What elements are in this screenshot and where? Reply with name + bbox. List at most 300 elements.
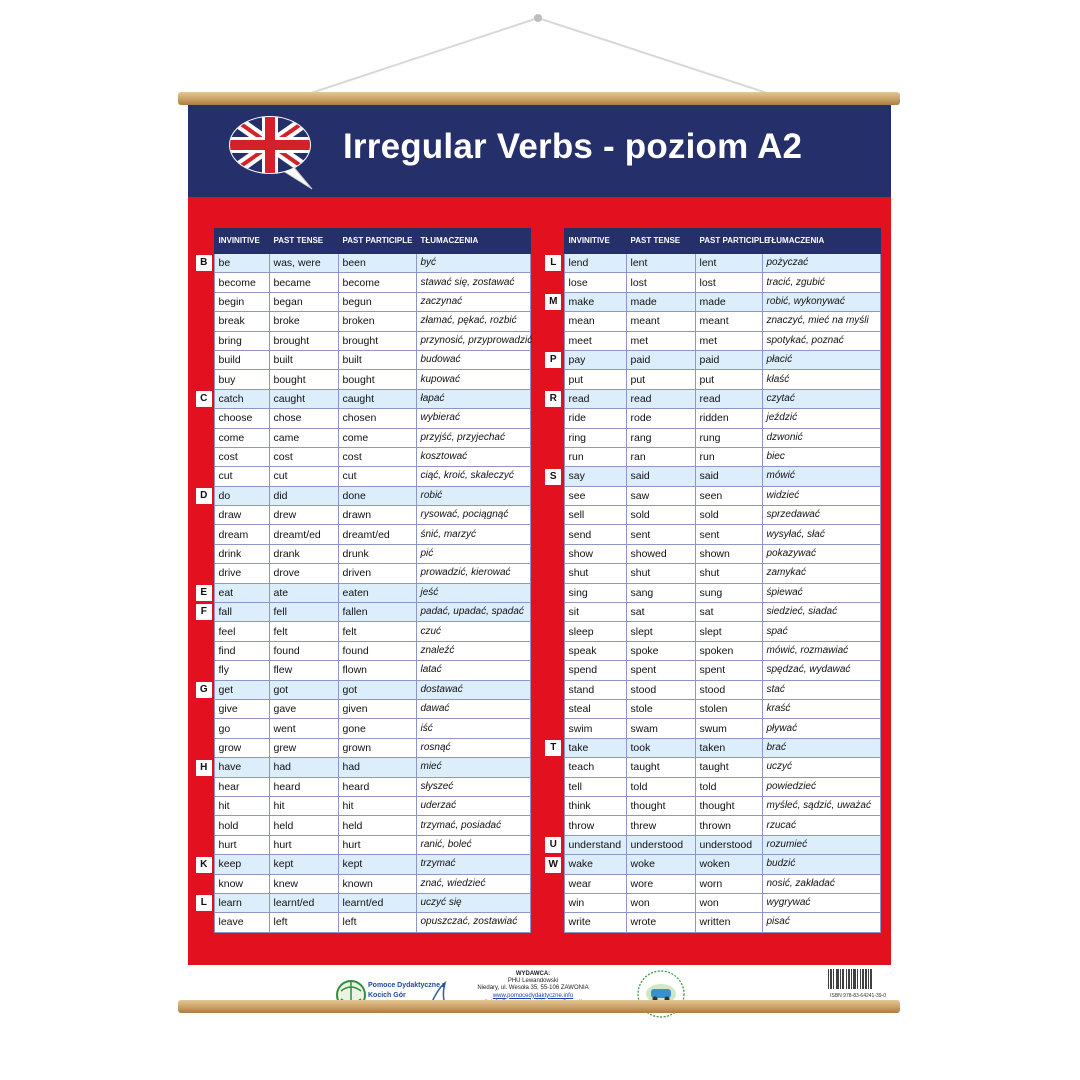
infinitive-cell: make xyxy=(564,292,626,311)
letter-cell xyxy=(194,583,214,602)
table-row xyxy=(194,893,530,912)
translation-cell: sprzedawać xyxy=(762,506,880,525)
publisher-label: WYDAWCA: xyxy=(515,971,551,977)
translation-cell: pisać xyxy=(762,913,880,932)
infinitive-cell: give xyxy=(214,699,269,718)
infinitive-cell: become xyxy=(214,273,269,292)
infinitive-cell: speak xyxy=(564,641,626,660)
past-tense-cell: met xyxy=(626,331,695,350)
past-participle-cell: slept xyxy=(695,622,762,641)
table-row xyxy=(543,544,880,563)
table-row xyxy=(543,893,880,912)
past-participle-cell: felt xyxy=(338,622,416,641)
barcode-icon xyxy=(828,969,872,989)
table-row xyxy=(543,273,880,292)
infinitive-cell: spend xyxy=(564,661,626,680)
table-row xyxy=(543,312,880,331)
translation-cell: pić xyxy=(416,544,530,563)
letter-column-header xyxy=(194,229,214,254)
infinitive-cell: build xyxy=(214,350,269,369)
letter-cell xyxy=(543,816,564,835)
infinitive-cell: eat xyxy=(214,583,269,602)
past-participle-cell: paid xyxy=(695,350,762,369)
letter-cell xyxy=(194,389,214,408)
infinitive-cell: begin xyxy=(214,292,269,311)
past-participle-cell: had xyxy=(338,758,416,777)
table-row xyxy=(543,796,880,815)
past-tense-cell: gave xyxy=(269,699,338,718)
translation-cell: mieć xyxy=(416,758,530,777)
table-row xyxy=(543,254,880,273)
infinitive-cell: take xyxy=(564,738,626,757)
table-row xyxy=(543,583,880,602)
translation-cell: spędzać, wydawać xyxy=(762,661,880,680)
letter-badge: L xyxy=(196,895,212,911)
letter-cell xyxy=(543,428,564,447)
past-tense-cell: cut xyxy=(269,467,338,486)
infinitive-cell: swim xyxy=(564,719,626,738)
translation-cell: myśleć, sądzić, uważać xyxy=(762,796,880,815)
table-row xyxy=(194,835,530,854)
past-tense-cell: sold xyxy=(626,506,695,525)
past-tense-cell: stole xyxy=(626,699,695,718)
table-row xyxy=(543,777,880,796)
infinitive-cell: say xyxy=(564,467,626,486)
past-participle-cell: meant xyxy=(695,312,762,331)
past-participle-cell: lent xyxy=(695,254,762,273)
letter-cell xyxy=(194,603,214,622)
publisher-logo-text: Pomoce Dydaktyczne z Kocich Gór xyxy=(368,982,446,999)
past-participle-cell: cut xyxy=(338,467,416,486)
past-tense-cell: put xyxy=(626,370,695,389)
header-infinitive: INVINITIVE xyxy=(214,229,269,254)
verbs-table-left xyxy=(194,228,531,933)
letter-cell xyxy=(194,331,214,350)
table-row xyxy=(194,525,530,544)
past-participle-cell: eaten xyxy=(338,583,416,602)
translation-cell: brać xyxy=(762,738,880,757)
table-row xyxy=(543,292,880,311)
past-participle-cell: swum xyxy=(695,719,762,738)
translation-cell: biec xyxy=(762,447,880,466)
past-tense-cell: taught xyxy=(626,758,695,777)
past-participle-cell: brought xyxy=(338,331,416,350)
translation-cell: pływać xyxy=(762,719,880,738)
header-translation: TŁUMACZENIA xyxy=(416,229,530,254)
past-participle-cell: drawn xyxy=(338,506,416,525)
infinitive-cell: sit xyxy=(564,603,626,622)
letter-cell xyxy=(543,738,564,757)
past-participle-cell: stolen xyxy=(695,699,762,718)
translation-cell: czuć xyxy=(416,622,530,641)
table-row xyxy=(543,699,880,718)
table-row xyxy=(543,661,880,680)
past-participle-cell: heard xyxy=(338,777,416,796)
past-participle-cell: got xyxy=(338,680,416,699)
infinitive-cell: have xyxy=(214,758,269,777)
table-row xyxy=(194,428,530,447)
past-tense-cell: ran xyxy=(626,447,695,466)
past-participle-cell: left xyxy=(338,913,416,932)
infinitive-cell: do xyxy=(214,486,269,505)
translation-cell: spotykać, poznać xyxy=(762,331,880,350)
past-participle-cell: kept xyxy=(338,855,416,874)
letter-cell xyxy=(543,273,564,292)
table-row xyxy=(194,758,530,777)
table-row xyxy=(194,661,530,680)
past-participle-cell: bought xyxy=(338,370,416,389)
letter-badge: K xyxy=(196,857,212,873)
table-row xyxy=(543,428,880,447)
translation-cell: rzucać xyxy=(762,816,880,835)
past-participle-cell: taken xyxy=(695,738,762,757)
table-row xyxy=(543,835,880,854)
past-participle-cell: stood xyxy=(695,680,762,699)
past-tense-cell: went xyxy=(269,719,338,738)
infinitive-cell: lend xyxy=(564,254,626,273)
past-participle-cell: sold xyxy=(695,506,762,525)
letter-cell xyxy=(543,312,564,331)
past-tense-cell: said xyxy=(626,467,695,486)
letter-cell xyxy=(194,641,214,660)
infinitive-cell: buy xyxy=(214,370,269,389)
letter-cell xyxy=(194,855,214,874)
translation-cell: budować xyxy=(416,350,530,369)
infinitive-cell: mean xyxy=(564,312,626,331)
infinitive-cell: see xyxy=(564,486,626,505)
translation-cell: stawać się, zostawać xyxy=(416,273,530,292)
table-row xyxy=(543,389,880,408)
past-tense-cell: cost xyxy=(269,447,338,466)
table-row xyxy=(543,525,880,544)
translation-cell: przynosić, przyprowadzić xyxy=(416,331,530,350)
past-tense-cell: saw xyxy=(626,486,695,505)
past-tense-cell: did xyxy=(269,486,338,505)
past-tense-cell: sat xyxy=(626,603,695,622)
translation-cell: kraść xyxy=(762,699,880,718)
table-row xyxy=(543,331,880,350)
infinitive-cell: write xyxy=(564,913,626,932)
infinitive-cell: sleep xyxy=(564,622,626,641)
past-tense-cell: hit xyxy=(269,796,338,815)
letter-cell xyxy=(194,564,214,583)
letter-cell xyxy=(194,680,214,699)
table-row xyxy=(543,409,880,428)
letter-cell xyxy=(543,855,564,874)
letter-cell xyxy=(543,467,564,486)
past-tense-cell: rode xyxy=(626,409,695,428)
translation-cell: czytać xyxy=(762,389,880,408)
letter-cell xyxy=(194,506,214,525)
translation-cell: kosztować xyxy=(416,447,530,466)
translation-cell: widzieć xyxy=(762,486,880,505)
translation-cell: latać xyxy=(416,661,530,680)
past-participle-cell: spent xyxy=(695,661,762,680)
table-row xyxy=(543,467,880,486)
letter-cell xyxy=(194,467,214,486)
past-participle-cell: taught xyxy=(695,758,762,777)
translation-cell: stać xyxy=(762,680,880,699)
translation-cell: złamać, pękać, rozbić xyxy=(416,312,530,331)
past-tense-cell: heard xyxy=(269,777,338,796)
letter-badge: R xyxy=(545,391,561,407)
infinitive-cell: drink xyxy=(214,544,269,563)
infinitive-cell: fall xyxy=(214,603,269,622)
letter-cell xyxy=(543,661,564,680)
past-tense-cell: held xyxy=(269,816,338,835)
translation-cell: rysować, pociągnąć xyxy=(416,506,530,525)
past-participle-cell: thrown xyxy=(695,816,762,835)
table-row xyxy=(194,350,530,369)
infinitive-cell: fly xyxy=(214,661,269,680)
infinitive-cell: break xyxy=(214,312,269,331)
table-row xyxy=(543,913,880,932)
table-row xyxy=(543,622,880,641)
translation-cell: przyjść, przyjechać xyxy=(416,428,530,447)
table-row xyxy=(194,312,530,331)
translation-cell: robić xyxy=(416,486,530,505)
past-tense-cell: kept xyxy=(269,855,338,874)
letter-cell xyxy=(543,680,564,699)
infinitive-cell: wear xyxy=(564,874,626,893)
poster xyxy=(188,105,891,1025)
letter-cell xyxy=(543,544,564,563)
past-tense-cell: became xyxy=(269,273,338,292)
past-participle-cell: read xyxy=(695,389,762,408)
translation-cell: tracić, zgubić xyxy=(762,273,880,292)
translation-cell: trzymać, posiadać xyxy=(416,816,530,835)
infinitive-cell: put xyxy=(564,370,626,389)
past-tense-cell: swam xyxy=(626,719,695,738)
past-tense-cell: brought xyxy=(269,331,338,350)
translation-cell: mówić xyxy=(762,467,880,486)
letter-cell xyxy=(194,292,214,311)
table-row xyxy=(543,719,880,738)
table-row xyxy=(543,758,880,777)
table-row xyxy=(194,486,530,505)
infinitive-cell: hit xyxy=(214,796,269,815)
table-row xyxy=(543,350,880,369)
past-tense-cell: learnt/ed xyxy=(269,893,338,912)
past-tense-cell: hurt xyxy=(269,835,338,854)
letter-cell xyxy=(543,506,564,525)
translation-cell: uczyć się xyxy=(416,893,530,912)
table-row xyxy=(194,855,530,874)
translation-cell: siedzieć, siadać xyxy=(762,603,880,622)
table-row xyxy=(194,292,530,311)
letter-cell xyxy=(543,331,564,350)
past-tense-cell: ate xyxy=(269,583,338,602)
past-participle-cell: given xyxy=(338,699,416,718)
past-participle-cell: understood xyxy=(695,835,762,854)
top-rod xyxy=(178,92,900,105)
table-row xyxy=(194,583,530,602)
poster-footer xyxy=(188,965,891,1025)
table-row xyxy=(194,796,530,815)
past-tense-cell: meant xyxy=(626,312,695,331)
infinitive-cell: teach xyxy=(564,758,626,777)
table-row xyxy=(194,641,530,660)
past-participle-cell: told xyxy=(695,777,762,796)
past-tense-cell: understood xyxy=(626,835,695,854)
letter-cell xyxy=(194,719,214,738)
table-row xyxy=(543,738,880,757)
past-tense-cell: made xyxy=(626,292,695,311)
table-row xyxy=(543,874,880,893)
letter-cell xyxy=(194,796,214,815)
infinitive-cell: ride xyxy=(564,409,626,428)
letter-cell xyxy=(194,312,214,331)
letter-cell xyxy=(543,719,564,738)
past-participle-cell: woken xyxy=(695,855,762,874)
past-tense-cell: threw xyxy=(626,816,695,835)
past-tense-cell: drove xyxy=(269,564,338,583)
letter-cell xyxy=(543,641,564,660)
translation-cell: być xyxy=(416,254,530,273)
letter-badge: M xyxy=(545,294,561,310)
letter-cell xyxy=(543,447,564,466)
translation-cell: robić, wykonywać xyxy=(762,292,880,311)
translation-cell: znać, wiedzieć xyxy=(416,874,530,893)
past-participle-cell: held xyxy=(338,816,416,835)
table-row xyxy=(543,603,880,622)
infinitive-cell: bring xyxy=(214,331,269,350)
infinitive-cell: catch xyxy=(214,389,269,408)
table-row xyxy=(194,777,530,796)
past-tense-cell: got xyxy=(269,680,338,699)
table-row xyxy=(194,389,530,408)
letter-cell xyxy=(194,544,214,563)
infinitive-cell: think xyxy=(564,796,626,815)
letter-cell xyxy=(543,835,564,854)
letter-cell xyxy=(543,622,564,641)
letter-cell xyxy=(194,893,214,912)
table-row xyxy=(543,641,880,660)
table-row xyxy=(194,738,530,757)
past-participle-cell: fallen xyxy=(338,603,416,622)
letter-badge: T xyxy=(545,740,561,756)
past-tense-cell: built xyxy=(269,350,338,369)
past-tense-cell: flew xyxy=(269,661,338,680)
past-tense-cell: began xyxy=(269,292,338,311)
publisher-address: Niedary, ul. Wesoła 35, 55-106 ZAWONIA xyxy=(477,985,589,992)
past-tense-cell: came xyxy=(269,428,338,447)
past-participle-cell: run xyxy=(695,447,762,466)
translation-cell: powiedzieć xyxy=(762,777,880,796)
past-participle-cell: shown xyxy=(695,544,762,563)
letter-cell xyxy=(194,738,214,757)
infinitive-cell: cost xyxy=(214,447,269,466)
table-header-row xyxy=(543,229,880,254)
translation-cell: uderzać xyxy=(416,796,530,815)
past-tense-cell: thought xyxy=(626,796,695,815)
letter-cell xyxy=(194,758,214,777)
translation-cell: dawać xyxy=(416,699,530,718)
table-row xyxy=(543,506,880,525)
past-tense-cell: sent xyxy=(626,525,695,544)
letter-cell xyxy=(543,603,564,622)
infinitive-cell: draw xyxy=(214,506,269,525)
infinitive-cell: hold xyxy=(214,816,269,835)
header-infinitive: INVINITIVE xyxy=(564,229,626,254)
infinitive-cell: get xyxy=(214,680,269,699)
translation-cell: ranić, boleć xyxy=(416,835,530,854)
table-row xyxy=(194,603,530,622)
isbn-number: ISBN 978-83-64241-39-0 xyxy=(830,993,886,999)
infinitive-cell: understand xyxy=(564,835,626,854)
past-tense-cell: lost xyxy=(626,273,695,292)
infinitive-cell: win xyxy=(564,893,626,912)
past-tense-cell: stood xyxy=(626,680,695,699)
past-participle-cell: built xyxy=(338,350,416,369)
past-participle-cell: done xyxy=(338,486,416,505)
infinitive-cell: learn xyxy=(214,893,269,912)
infinitive-cell: send xyxy=(564,525,626,544)
letter-badge: G xyxy=(196,682,212,698)
translation-cell: iść xyxy=(416,719,530,738)
translation-cell: zaczynać xyxy=(416,292,530,311)
table-row xyxy=(543,486,880,505)
letter-cell xyxy=(543,525,564,544)
letter-cell xyxy=(543,292,564,311)
past-tense-cell: found xyxy=(269,641,338,660)
past-participle-cell: drunk xyxy=(338,544,416,563)
table-row xyxy=(194,874,530,893)
translation-cell: pożyczać xyxy=(762,254,880,273)
past-participle-cell: written xyxy=(695,913,762,932)
letter-badge: D xyxy=(196,488,212,504)
publisher-website-link[interactable]: www.pomocedydaktyczne.info xyxy=(492,992,574,999)
letter-badge: F xyxy=(196,604,212,620)
letter-cell xyxy=(543,583,564,602)
letter-cell xyxy=(194,525,214,544)
infinitive-cell: shut xyxy=(564,564,626,583)
past-tense-cell: dreamt/ed xyxy=(269,525,338,544)
header-past-tense: PAST TENSE xyxy=(269,229,338,254)
letter-cell xyxy=(543,913,564,932)
letter-cell xyxy=(194,777,214,796)
table-row xyxy=(194,544,530,563)
translation-cell: kupować xyxy=(416,370,530,389)
past-participle-cell: found xyxy=(338,641,416,660)
infinitive-cell: come xyxy=(214,428,269,447)
past-tense-cell: fell xyxy=(269,603,338,622)
translation-cell: wysyłać, słać xyxy=(762,525,880,544)
translation-cell: dzwonić xyxy=(762,428,880,447)
table-row xyxy=(194,409,530,428)
letter-badge: H xyxy=(196,760,212,776)
past-participle-cell: driven xyxy=(338,564,416,583)
letter-cell xyxy=(194,447,214,466)
header-past-participle: PAST PARTICIPLE xyxy=(338,229,416,254)
letter-cell xyxy=(194,835,214,854)
translation-cell: trzymać xyxy=(416,855,530,874)
letter-badge: B xyxy=(196,255,212,271)
past-participle-cell: made xyxy=(695,292,762,311)
past-tense-cell: bought xyxy=(269,370,338,389)
infinitive-cell: hear xyxy=(214,777,269,796)
infinitive-cell: stand xyxy=(564,680,626,699)
letter-cell xyxy=(194,816,214,835)
translation-cell: pokazywać xyxy=(762,544,880,563)
letter-cell xyxy=(543,370,564,389)
letter-cell xyxy=(543,777,564,796)
table-row xyxy=(194,506,530,525)
infinitive-cell: read xyxy=(564,389,626,408)
infinitive-cell: go xyxy=(214,719,269,738)
infinitive-cell: lose xyxy=(564,273,626,292)
past-participle-cell: rung xyxy=(695,428,762,447)
